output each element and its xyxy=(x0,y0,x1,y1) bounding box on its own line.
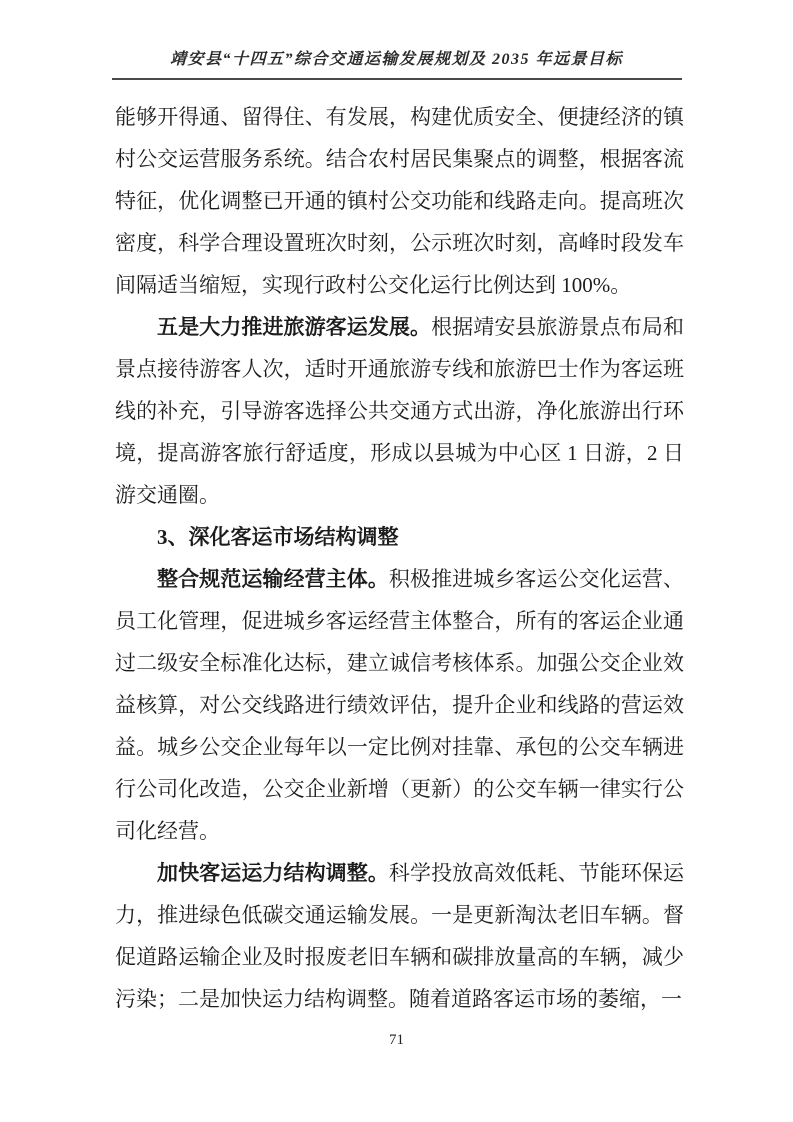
paragraph-text: 能够开得通、留得住、有发展，构建优质安全、便捷经济的镇村公交运营服务系统。结合农村居民集聚点的调整，根据客流特征，优化调整已开通的镇村公交功能和线路走向。提高班次密度，科学合理设置班次时刻，公示班次时刻，高峰时段发车间隔适当缩短，实现行政村公交化运行比例达到 100%。 xyxy=(115,105,684,297)
paragraph-tourism-transport xyxy=(115,306,684,516)
paragraph-operator-integration xyxy=(115,558,684,852)
running-header-title: 靖安县“十四五”综合交通运输发展规划及 2035 年远景目标 xyxy=(169,51,623,68)
section-heading-market-structure xyxy=(115,516,684,558)
heading-text: 3、深化客运市场结构调整 xyxy=(157,525,399,549)
page-footer xyxy=(0,1031,793,1049)
paragraph-text: 积极推进城乡客运公交化运营、员工化管理，促进城乡客运经营主体整合，所有的客运企业通过二级安全标准化达标，建立诚信考核体系。加强公交企业效益核算，对公交线路进行绩效评估，提升企业和线路的营运效益。城乡公交企业每年以一定比例对挂靠、承包的公交车辆进行公司化改造，公交企业新增（更新）的公交车辆一律实行公司化经营。 xyxy=(115,567,685,843)
paragraph-text: 科学投放高效低耗、节能环保运力，推进绿色低碳交通运输发展。一是更新淘汰老旧车辆。督促道路运输企业及时报废老旧车辆和碳排放量高的车辆，减少污染；二是加快运力结构调整。随着道路客运市场的萎缩，一 xyxy=(115,861,685,1011)
document-body xyxy=(115,96,684,1020)
paragraph-bold-lead: 五是大力推进旅游客运发展。 xyxy=(157,315,432,339)
paragraph-rural-bus xyxy=(115,96,684,306)
page-number: 71 xyxy=(389,1032,404,1048)
header-rule xyxy=(112,78,682,80)
paragraph-bold-lead: 整合规范运输经营主体。 xyxy=(157,567,389,591)
paragraph-capacity-adjustment xyxy=(115,852,684,1020)
paragraph-bold-lead: 加快客运运力结构调整。 xyxy=(157,861,389,885)
paragraph-text: 根据靖安县旅游景点布局和景点接待游客人次，适时开通旅游专线和旅游巴士作为客运班线的补充，引导游客选择公共交通方式出游，净化旅游出行环境，提高游客旅行舒适度，形成以县城为中心区 1 日游，2 日游交通圈。 xyxy=(115,315,685,507)
